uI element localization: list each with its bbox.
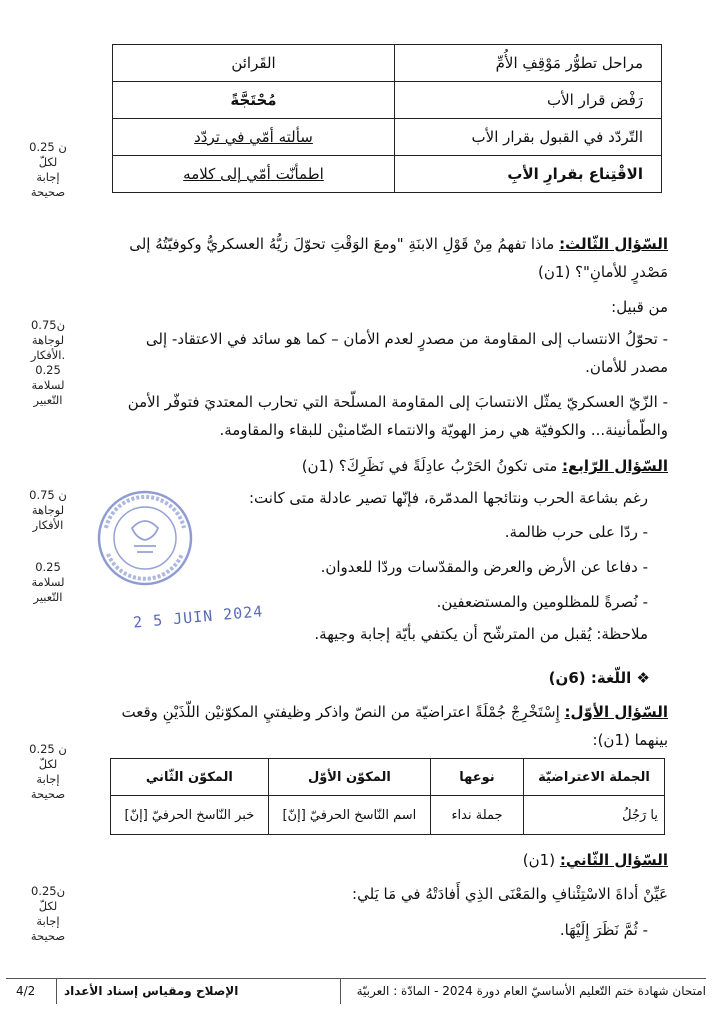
list-item: - دفاعا عن الأرض والعرض والمقدّسات وردّا للعدوان. <box>320 558 648 576</box>
answer-intro: من قبيل: <box>611 298 668 316</box>
evidence-cell: اطمأنّت أمّي إلى كلامه <box>113 156 395 193</box>
table-row <box>113 156 662 193</box>
note-line: لسلامة <box>31 378 65 392</box>
list-item: - ثُمَّ نَظَرَ إِلَيْهَا. <box>559 921 648 939</box>
header-cell: المكوّن الأوّل <box>268 759 430 796</box>
stage-cell: التّردّد في القبول بقرار الأب <box>395 119 662 156</box>
stage-cell: الاقْتِناع بقرارِ الأبِ <box>395 156 662 193</box>
note-line: الأفكار. <box>30 348 66 362</box>
question-score: (1ن) <box>522 851 556 869</box>
answer-intro: رغم بشاعة الحرب ونتائجها المدمّرة، فإنّها تصير عادلة متى كانت: <box>248 489 648 507</box>
table-header-row <box>113 45 662 82</box>
stamp-date: 2 5 JUIN 2024 <box>132 602 264 632</box>
table-row <box>113 82 662 119</box>
note-line: إجابة <box>36 170 60 184</box>
answer-text: مصدر للأمان. <box>585 358 668 376</box>
section-title: ❖ اللّغة: (6ن) <box>548 669 650 687</box>
official-stamp-icon <box>92 488 198 588</box>
table-cell: اسم النّاسخ الحرفيّ [إنّ] <box>268 796 430 835</box>
note-line: صحيحة <box>30 787 66 801</box>
margin-note <box>18 884 78 944</box>
footer-exam <box>357 984 706 998</box>
note-line: صحيحة <box>30 185 66 199</box>
note: ملاحظة: يُقبل من المترشّح أن يكتفي بأيّة إجابة وجيهة. <box>314 625 648 643</box>
margin-note <box>18 318 78 408</box>
note-line: لوجاهة <box>31 333 65 347</box>
stage-cell: رَفْض قرار الأب <box>395 82 662 119</box>
note-line: التّعبير <box>33 393 63 407</box>
note-line: 0.75ن <box>30 318 66 332</box>
note-line: التّعبير <box>33 590 63 604</box>
table-row <box>113 119 662 156</box>
table-header-row <box>111 759 665 796</box>
header-stage: مراحل تطوُّر مَوْقِفِ الأُمِّ <box>395 45 662 82</box>
question-text: عَيِّنْ أداةَ الاسْتِئْنافِ والمَعْنَى الذِي أَفادَتْهُ في مَا يَلي: <box>352 885 668 903</box>
note-line: 0.25 ن <box>29 140 67 154</box>
question-text: ماذا تفهمُ مِنْ قَوْلِ الابنَةِ "ومعَ الوَقْتِ تحوّلَ زيُّهُ العسكريُّ وكوفيّتُهُ إلى <box>129 235 555 253</box>
footer-subject: - المادّة : العربيّة <box>356 984 439 998</box>
note-line: لوجاهة <box>31 503 65 517</box>
margin-note <box>18 742 78 802</box>
evidence-cell: مُحْتَجَّةً <box>113 82 395 119</box>
note-line: لكلّ <box>38 155 58 169</box>
question-3 <box>108 230 668 286</box>
footer-grading: الإصلاح ومقياس إسناد الأعداد <box>64 984 239 998</box>
question-text: إِسْتَخْرِجْ جُمْلَةً اعتراضيّة من النصّ واذكر وظيفتيِ المكوّنيْن اللّذَيْنِ وقعت <box>121 703 560 721</box>
margin-note <box>18 488 78 533</box>
language-question-2 <box>108 846 668 874</box>
footer-divider <box>6 978 706 979</box>
note-line: إجابة <box>36 914 60 928</box>
stages-table <box>112 44 662 193</box>
header-cell: الجملة الاعتراضيّة <box>524 759 665 796</box>
table-row <box>111 796 665 835</box>
header-cell: نوعها <box>431 759 524 796</box>
margin-note <box>18 560 78 605</box>
note-line: لكلّ <box>38 757 58 771</box>
note-line: الأفكار <box>32 518 64 532</box>
question-label: السّؤال الثّاني: <box>559 851 668 869</box>
question-label: السّؤال الثّالث: <box>559 235 668 253</box>
page-number: 4/2 <box>16 984 36 998</box>
note-line: 0.25 <box>35 560 61 574</box>
evidence-cell: سألته أمّي في تردّد <box>113 119 395 156</box>
list-item-text: ردّا على حرب ظالمة. <box>504 523 638 541</box>
question-text-cont: مَصْدرٍ للأمانِ"؟ (1ن) <box>538 263 668 281</box>
list-item-text: دفاعا عن الأرض والعرض والمقدّسات وردّا للعدوان. <box>320 558 638 576</box>
note-line: 0.25 ن <box>29 742 67 756</box>
note-line: إجابة <box>36 772 60 786</box>
question-4 <box>108 452 668 480</box>
language-question-1 <box>108 698 668 754</box>
note-line: لكلّ <box>38 899 58 913</box>
list-item: - نُصرةً للمظلومين والمستضعفين. <box>436 593 648 611</box>
note-line: صحيحة <box>30 929 66 943</box>
question-text-cont: بينهما (1ن): <box>592 731 668 749</box>
list-item-text: ثُمَّ نَظَرَ إِلَيْهَا. <box>559 921 638 939</box>
answer-point-2: - الزّيّ العسكريّ يمثّل الانتسابَ إلى المقاومة المسلّحة التي تحارب المعتديَ فتوفّر الأمن والطّمأنينة... والكوفيّة هي رمز الهويّة والانتماء الضّامنيْن للبقاء والمقاومة. <box>108 388 668 444</box>
footer-exam-title: امتحان شهادة ختم التّعليم الأساسيّ العام دورة 2024 <box>442 984 706 998</box>
question-label: السّؤال الرّابع: <box>562 457 668 475</box>
table-cell: جملة نداء <box>431 796 524 835</box>
footer-separator <box>56 978 57 1004</box>
parenthetical-table <box>110 758 665 835</box>
list-item-text: نُصرةً للمظلومين والمستضعفين. <box>436 593 638 611</box>
note-line: لسلامة <box>31 575 65 589</box>
header-evidence: القَرائن <box>113 45 395 82</box>
footer-separator <box>340 978 341 1004</box>
header-cell: المكوّن الثّاني <box>111 759 269 796</box>
table-cell: خبر النّاسخ الحرفيّ [إنّ] <box>111 796 269 835</box>
note-line: 0.75 ن <box>29 488 67 502</box>
question-text: متى تكونُ الحَرْبُ عادِلَةً في نَظَرِكَ؟ (1ن) <box>301 457 558 475</box>
answer-text: تحوّلُ الانتساب إلى المقاومة من مصدرٍ لعدم الأمان – كما هو سائد في الاعتقاد- إلى <box>145 330 658 348</box>
note-line: 0.25 <box>35 363 61 377</box>
answer-text: الزّيّ العسكريّ يمثّل الانتسابَ إلى المقاومة المسلّحة التي تحارب المعتديَ فتوفّر الأمن <box>127 393 658 411</box>
list-item: - ردّا على حرب ظالمة. <box>504 523 648 541</box>
question-label: السّؤال الأوّل: <box>564 703 668 721</box>
answer-point-1: - تحوّلُ الانتساب إلى المقاومة من مصدرٍ لعدم الأمان – كما هو سائد في الاعتقاد- إلى مصدر للأمان. <box>108 325 668 381</box>
answer-text: والطّمأنينة... والكوفيّة هي رمز الهويّة والانتماء الضّامنيْن للبقاء والمقاومة. <box>219 421 668 439</box>
table-cell: يا رَجُلُ <box>524 796 665 835</box>
margin-note <box>18 140 78 200</box>
note-line: 0.25ن <box>30 884 66 898</box>
